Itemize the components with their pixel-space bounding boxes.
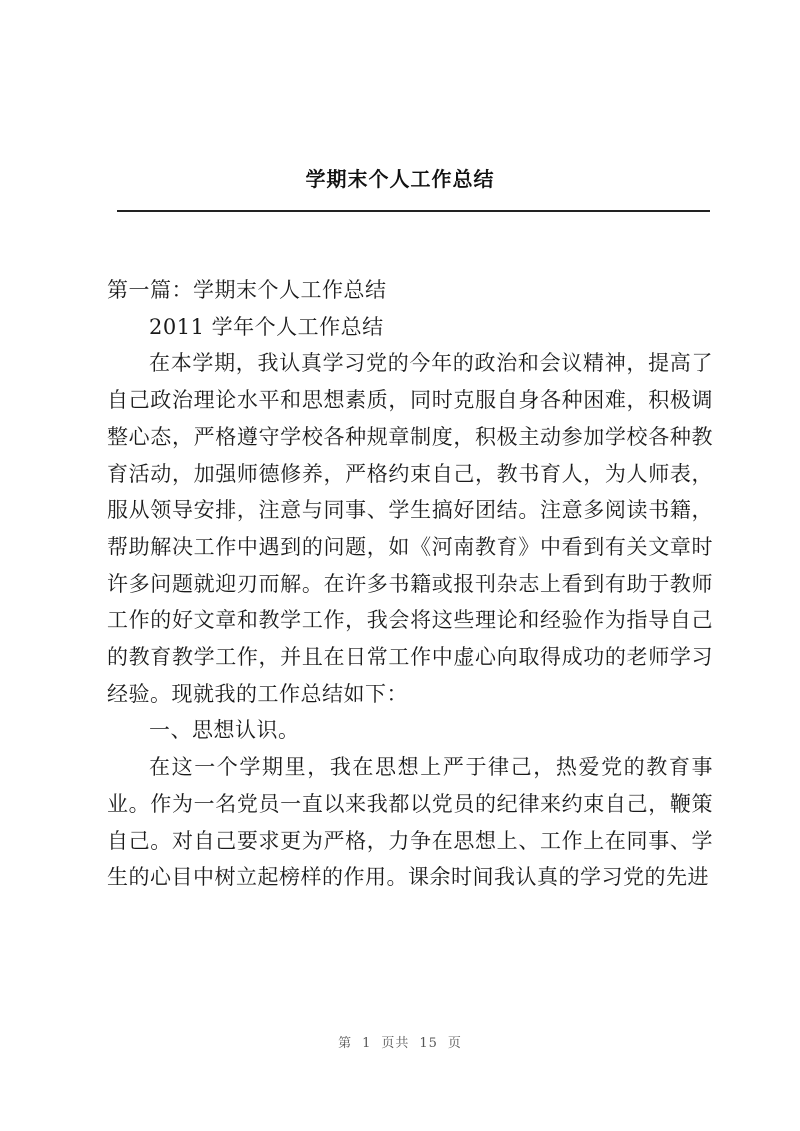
section-subheading: 一、思想认识。	[149, 718, 300, 743]
page-footer	[0, 1032, 800, 1051]
page-title: 学期末个人工作总结	[305, 167, 495, 191]
document-body	[107, 272, 713, 896]
section-heading: 第一篇：学期末个人工作总结	[107, 278, 387, 302]
title-divider	[117, 210, 710, 212]
body-paragraph: 在本学期，我认真学习党的今年的政治和会议精神，提高了自己政治理论水平和思想素质，同时克服自身各种困难，积极调整心态，严格遵守学校各种规章制度，积极主动参加学校各种教育活动，加强师德修养，严格约束自己，教书育人，为人师表，服从领导安排，注意与同事、学生搞好团结。注意多阅读书籍，帮助解决工作中遇到的问题，如《河南教育》中看到有关文章时许多问题就迎刃而解。在许多书籍或报刊杂志上看到有助于教师工作的好文章和教学工作，我会将这些理论和经验作为指导自己的教育教学工作，并且在日常工作中虚心向取得成功的老师学习经验。现就我的工作总结如下：	[107, 351, 713, 706]
subtitle-paragraph: 2011 学年个人工作总结	[149, 314, 384, 339]
footer-prefix: 第	[338, 1036, 353, 1051]
footer-suffix: 页	[447, 1036, 462, 1051]
footer-middle: 页共	[381, 1036, 410, 1051]
total-pages-number: 15	[419, 1036, 438, 1051]
current-page-number: 1	[362, 1036, 372, 1051]
body-paragraph: 在这一个学期里，我在思想上严于律己，热爱党的教育事业。作为一名党员一直以来我都以党员的纪律来约束自己，鞭策自己。对自己要求更为严格，力争在思想上、工作上在同事、学生的心目中树立起榜样的作用。课余时间我认真的学习党的先进	[107, 755, 713, 890]
